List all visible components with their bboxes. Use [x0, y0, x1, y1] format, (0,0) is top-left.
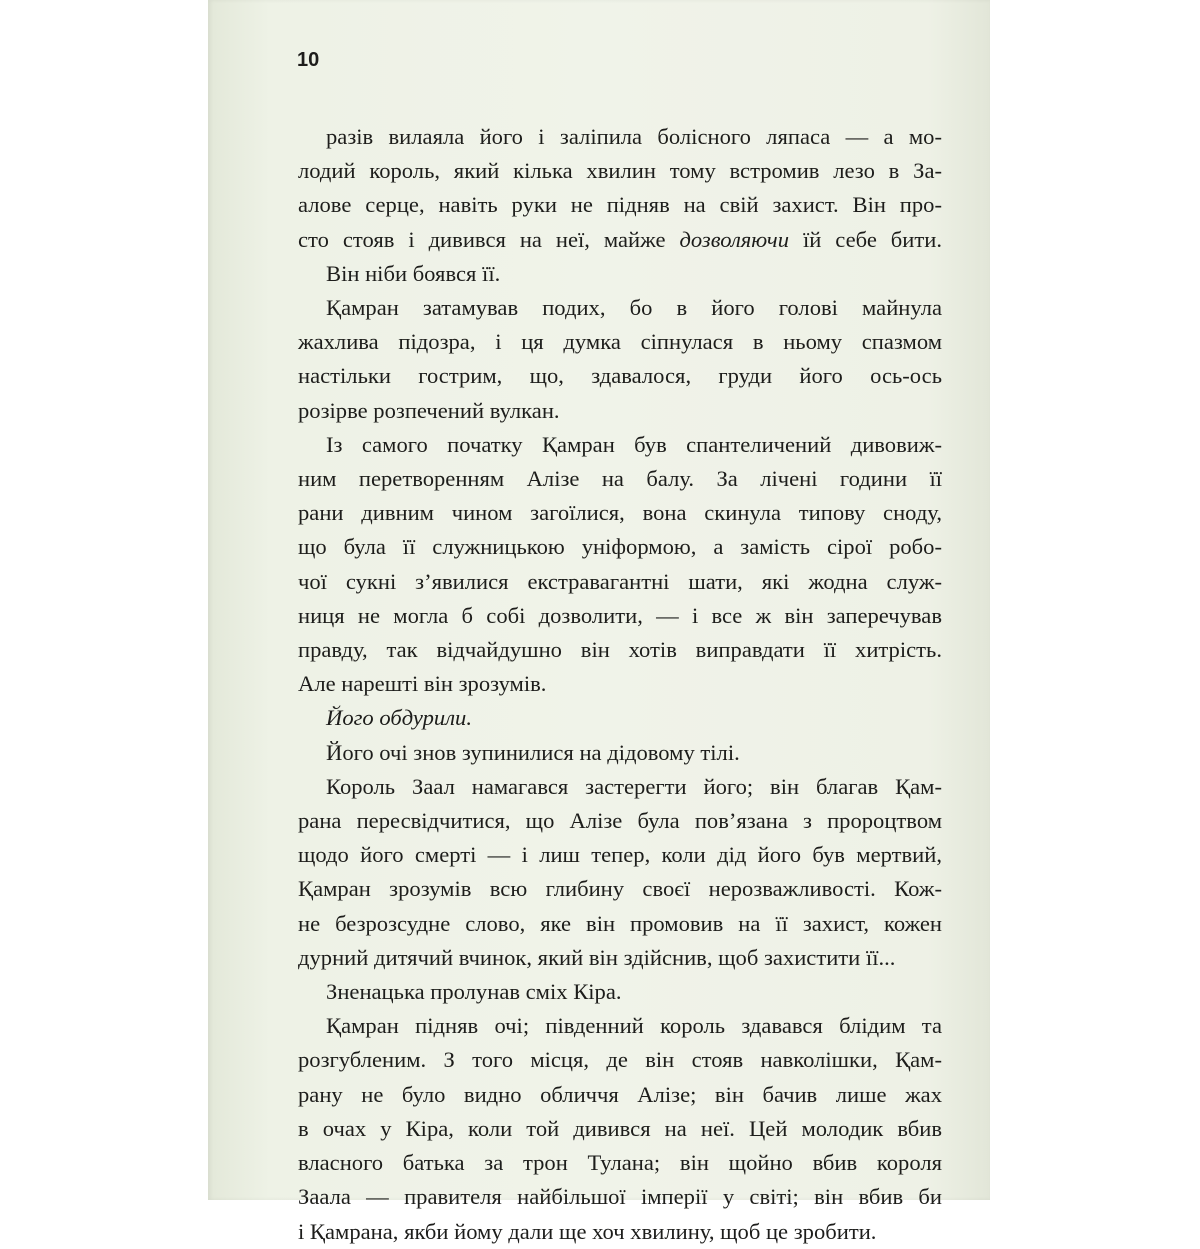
text-line: рани дивним чином загоїлися, вона скинула типову сноду, [298, 500, 942, 526]
text-line [298, 701, 942, 735]
text-line: жахлива підозра, і ця думка сіпнулася в ньому спазмом [298, 329, 942, 355]
text-line: алове серце, навіть руки не підняв на свій захист. Він про- [298, 192, 942, 218]
body-text [298, 120, 942, 1249]
paragraph-2 [298, 257, 942, 291]
text-line: Його очі знов зупинилися на дідовому тілі. [326, 739, 740, 765]
paragraph-7 [298, 770, 942, 975]
text-line: власного батька за трон Тулана; він щойно вбив короля [298, 1150, 942, 1176]
text-line: правду, так відчайдушно він хотів виправдати її хитрість. [298, 637, 942, 663]
paragraph-8 [298, 975, 942, 1009]
text-line: Король Заал намагався застерегти його; він благав Қам- [326, 773, 942, 799]
text-run: сто стояв і дивився на неї, майже [298, 226, 680, 252]
text-line: в очах у Кіра, коли той дивився на неї. Цей молодик вбив [298, 1115, 942, 1141]
text-line: настільки гострим, що, здавалося, груди його ось-ось [298, 363, 942, 389]
book-page [208, 0, 990, 1244]
text-line: ним перетворенням Алізе на балу. За лічені години її [298, 466, 942, 492]
paragraph-4 [298, 428, 942, 702]
text-line: розгубленим. З того місця, де він стояв навколішки, Қам- [298, 1047, 942, 1073]
text-line: Қамран зрозумів всю глибину своєї нерозважливості. Кож- [298, 876, 942, 902]
text-line: рану не було видно обличчя Алізе; він бачив лише жах [298, 1081, 942, 1107]
page-number: 10 [297, 49, 320, 71]
paragraph-3 [298, 291, 942, 428]
text-line: не безрозсудне слово, яке він промовив на її захист, кожен [298, 910, 942, 936]
paragraph-9 [298, 1009, 942, 1248]
text-line: Заала — правителя найбільшої імперії у світі; він вбив би [298, 1184, 942, 1210]
text-line: що була її служницькою уніформою, а замість сірої робо- [298, 534, 942, 560]
text-line: ниця не могла б собі дозволити, — і все ж він заперечував [298, 602, 942, 628]
text-line: рана пересвідчитися, що Алізе була пов’язана з пророцтвом [298, 808, 942, 834]
text-run: їй себе бити. [789, 226, 942, 252]
text-line [298, 223, 942, 257]
text-line: Қамран затамував подих, бо в його голові майнула [326, 295, 942, 321]
text-line: чої сукні з’явилися екстравагантні шати, які жодна служ- [298, 568, 942, 594]
text-line: щодо його смерті — і лиш тепер, коли дід його був мертвий, [298, 842, 942, 868]
paragraph-1 [298, 120, 942, 257]
emphasis-text: Його обдурили. [326, 705, 472, 731]
text-line: і Қамрана, якби йому дали ще хоч хвилину, щоб це зробити. [298, 1218, 877, 1244]
text-line: Қамран підняв очі; південний король здавався блідим та [326, 1013, 942, 1039]
text-line: Але нарешті він зрозумів. [298, 671, 547, 697]
text-line: разів вилаяла його і заліпила болісного ляпаса — а мо- [326, 124, 942, 149]
emphasis-text: дозволяючи [679, 226, 790, 252]
text-line: дурний дитячий вчинок, який він здійснив, щоб захистити її... [298, 944, 896, 970]
text-line: лодий король, який кілька хвилин тому встромив лезо в За- [298, 158, 942, 184]
text-line: розірве розпечений вулкан. [298, 397, 560, 423]
text-line: Він ніби боявся її. [326, 260, 501, 286]
paragraph-5 [298, 701, 942, 735]
text-line: Із самого початку Қамран був спантеличений дивовиж- [326, 431, 942, 457]
text-line: Зненацька пролунав сміх Кіра. [326, 979, 622, 1005]
paragraph-6 [298, 736, 942, 770]
